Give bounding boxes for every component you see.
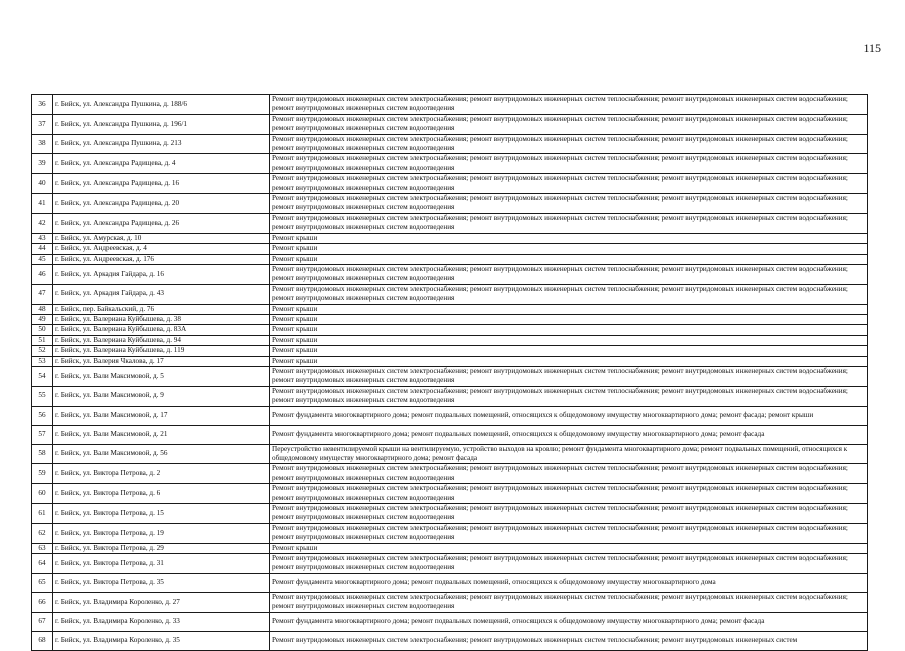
row-number: 63 [32, 543, 53, 553]
table-row [32, 264, 868, 284]
row-address: г. Бийск, ул. Виктора Петрова, д. 31 [53, 554, 270, 574]
row-address: г. Бийск, ул. Вали Максимовой, д. 17 [53, 406, 270, 425]
row-work-description: Ремонт внутридомовых инженерных систем электроснабжения; ремонт внутридомовых инженерных систем теплоснабжения; ремонт внутридомовых инженерных систем водоснабжения; ремонт внутридомовых инженерных систем водоотведения [270, 464, 868, 484]
row-address: г. Бийск, ул. Вали Максимовой, д. 21 [53, 425, 270, 444]
table-row [32, 523, 868, 543]
row-address: г. Бийск, пер. Байкальский, д. 76 [53, 304, 270, 314]
row-work-description: Ремонт фундамента многоквартирного дома; ремонт подвальных помещений, относящихся к общедомовому имуществу многоквартирного дома; ремонт фасада [270, 612, 868, 631]
row-number: 39 [32, 154, 53, 174]
row-work-description: Ремонт крыши [270, 233, 868, 243]
row-number: 65 [32, 573, 53, 592]
row-number: 43 [32, 233, 53, 243]
row-address: г. Бийск, ул. Виктора Петрова, д. 35 [53, 573, 270, 592]
row-address: г. Бийск, ул. Виктора Петрова, д. 19 [53, 523, 270, 543]
row-number: 60 [32, 484, 53, 504]
row-work-description: Ремонт внутридомовых инженерных систем электроснабжения; ремонт внутридомовых инженерных систем теплоснабжения; ремонт внутридомовых инженерных систем [270, 631, 868, 650]
row-number: 48 [32, 304, 53, 314]
row-address: г. Бийск, ул. Александра Пушкина, д. 213 [53, 134, 270, 154]
row-work-description: Ремонт фундамента многоквартирного дома; ремонт подвальных помещений, относящихся к общедомовому имуществу многоквартирного дома; ремонт фасада; ремонт крыши [270, 406, 868, 425]
row-work-description: Ремонт внутридомовых инженерных систем электроснабжения; ремонт внутридомовых инженерных систем теплоснабжения; ремонт внутридомовых инженерных систем водоснабжения; ремонт внутридомовых инженерных систем водоотведения [270, 213, 868, 233]
row-work-description: Ремонт крыши [270, 543, 868, 553]
row-number: 51 [32, 335, 53, 345]
table-row [32, 484, 868, 504]
table-row [32, 366, 868, 386]
table-row [32, 386, 868, 406]
row-number: 55 [32, 386, 53, 406]
row-number: 41 [32, 194, 53, 214]
table-row [32, 425, 868, 444]
row-address: г. Бийск, ул. Валериана Куйбышева, д. 119 [53, 346, 270, 356]
row-work-description: Ремонт внутридомовых инженерных систем электроснабжения; ремонт внутридомовых инженерных систем теплоснабжения; ремонт внутридомовых инженерных систем водоснабжения; ремонт внутридомовых инженерных систем водоотведения [270, 366, 868, 386]
row-number: 49 [32, 314, 53, 324]
row-work-description: Ремонт крыши [270, 304, 868, 314]
repair-registry-table [31, 94, 868, 651]
row-number: 38 [32, 134, 53, 154]
row-number: 68 [32, 631, 53, 650]
row-address: г. Бийск, ул. Андреевская, д. 4 [53, 244, 270, 254]
row-address: г. Бийск, ул. Александра Радищева, д. 20 [53, 194, 270, 214]
table-row [32, 254, 868, 264]
table-row [32, 95, 868, 115]
table-row [32, 346, 868, 356]
table-row [32, 314, 868, 324]
row-address: г. Бийск, ул. Вали Максимовой, д. 5 [53, 366, 270, 386]
row-address: г. Бийск, ул. Валериана Куйбышева, д. 38 [53, 314, 270, 324]
row-number: 54 [32, 366, 53, 386]
row-number: 40 [32, 174, 53, 194]
row-number: 46 [32, 264, 53, 284]
row-number: 64 [32, 554, 53, 574]
row-work-description: Ремонт внутридомовых инженерных систем электроснабжения; ремонт внутридомовых инженерных систем теплоснабжения; ремонт внутридомовых инженерных систем водоснабжения; ремонт внутридомовых инженерных систем водоотведения [270, 523, 868, 543]
page-number: 115 [863, 41, 881, 55]
row-address: г. Бийск, ул. Виктора Петрова, д. 2 [53, 464, 270, 484]
table-row [32, 154, 868, 174]
table-row [32, 356, 868, 366]
row-work-description: Ремонт внутридомовых инженерных систем электроснабжения; ремонт внутридомовых инженерных систем теплоснабжения; ремонт внутридомовых инженерных систем водоснабжения; ремонт внутридомовых инженерных систем водоотведения [270, 174, 868, 194]
row-number: 56 [32, 406, 53, 425]
table-row [32, 325, 868, 335]
table-row [32, 573, 868, 592]
row-address: г. Бийск, ул. Александра Радищева, д. 26 [53, 213, 270, 233]
row-address: г. Бийск, ул. Владимира Короленко, д. 35 [53, 631, 270, 650]
row-address: г. Бийск, ул. Александра Радищева, д. 16 [53, 174, 270, 194]
row-work-description: Ремонт крыши [270, 244, 868, 254]
row-address: г. Бийск, ул. Владимира Короленко, д. 27 [53, 592, 270, 612]
row-number: 42 [32, 213, 53, 233]
row-address: г. Бийск, ул. Александра Пушкина, д. 188/6 [53, 95, 270, 115]
table-row [32, 284, 868, 304]
row-address: г. Бийск, ул. Андреевская, д. 176 [53, 254, 270, 264]
row-address: г. Бийск, ул. Виктора Петрова, д. 29 [53, 543, 270, 553]
row-number: 44 [32, 244, 53, 254]
row-address: г. Бийск, ул. Амурская, д. 10 [53, 233, 270, 243]
row-work-description: Ремонт фундамента многоквартирного дома; ремонт подвальных помещений, относящихся к общедомовому имуществу многоквартирного дома [270, 573, 868, 592]
row-work-description: Ремонт внутридомовых инженерных систем электроснабжения; ремонт внутридомовых инженерных систем теплоснабжения; ремонт внутридомовых инженерных систем водоснабжения; ремонт внутридомовых инженерных систем водоотведения [270, 386, 868, 406]
table-row [32, 213, 868, 233]
row-number: 57 [32, 425, 53, 444]
row-number: 62 [32, 523, 53, 543]
table-row [32, 194, 868, 214]
table-row [32, 504, 868, 524]
row-work-description: Ремонт внутридомовых инженерных систем электроснабжения; ремонт внутридомовых инженерных систем теплоснабжения; ремонт внутридомовых инженерных систем водоснабжения; ремонт внутридомовых инженерных систем водоотведения [270, 154, 868, 174]
row-number: 67 [32, 612, 53, 631]
row-address: г. Бийск, ул. Александра Радищева, д. 4 [53, 154, 270, 174]
row-address: г. Бийск, ул. Виктора Петрова, д. 15 [53, 504, 270, 524]
row-number: 36 [32, 95, 53, 115]
row-address: г. Бийск, ул. Владимира Короленко, д. 33 [53, 612, 270, 631]
table-row [32, 406, 868, 425]
table-row [32, 304, 868, 314]
row-work-description: Ремонт фундамента многоквартирного дома; ремонт подвальных помещений, относящихся к общедомовому имуществу многоквартирного дома; ремонт фасада [270, 425, 868, 444]
row-work-description: Ремонт внутридомовых инженерных систем электроснабжения; ремонт внутридомовых инженерных систем теплоснабжения; ремонт внутридомовых инженерных систем водоснабжения; ремонт внутридомовых инженерных систем водоотведения [270, 284, 868, 304]
row-work-description: Ремонт внутридомовых инженерных систем электроснабжения; ремонт внутридомовых инженерных систем теплоснабжения; ремонт внутридомовых инженерных систем водоснабжения; ремонт внутридомовых инженерных систем водоотведения [270, 554, 868, 574]
row-work-description: Ремонт крыши [270, 356, 868, 366]
table-row [32, 612, 868, 631]
row-number: 59 [32, 464, 53, 484]
table-row [32, 631, 868, 650]
row-number: 52 [32, 346, 53, 356]
row-number: 58 [32, 444, 53, 464]
row-address: г. Бийск, ул. Вали Максимовой, д. 56 [53, 444, 270, 464]
row-work-description: Ремонт внутридомовых инженерных систем электроснабжения; ремонт внутридомовых инженерных систем теплоснабжения; ремонт внутридомовых инженерных систем водоснабжения; ремонт внутридомовых инженерных систем водоотведения [270, 504, 868, 524]
row-number: 50 [32, 325, 53, 335]
row-work-description: Ремонт крыши [270, 346, 868, 356]
row-work-description: Ремонт внутридомовых инженерных систем электроснабжения; ремонт внутридомовых инженерных систем теплоснабжения; ремонт внутридомовых инженерных систем водоснабжения; ремонт внутридомовых инженерных систем водоотведения [270, 95, 868, 115]
table-row [32, 174, 868, 194]
row-address: г. Бийск, ул. Вали Максимовой, д. 9 [53, 386, 270, 406]
row-work-description: Ремонт крыши [270, 325, 868, 335]
row-address: г. Бийск, ул. Александра Пушкина, д. 196/1 [53, 114, 270, 134]
row-address: г. Бийск, ул. Валериана Куйбышева, д. 83А [53, 325, 270, 335]
row-work-description: Ремонт крыши [270, 335, 868, 345]
row-number: 45 [32, 254, 53, 264]
row-number: 66 [32, 592, 53, 612]
row-number: 47 [32, 284, 53, 304]
row-work-description: Ремонт крыши [270, 314, 868, 324]
row-work-description: Ремонт внутридомовых инженерных систем электроснабжения; ремонт внутридомовых инженерных систем теплоснабжения; ремонт внутридомовых инженерных систем водоснабжения; ремонт внутридомовых инженерных систем водоотведения [270, 134, 868, 154]
row-work-description: Ремонт крыши [270, 254, 868, 264]
table-row [32, 335, 868, 345]
row-work-description: Ремонт внутридомовых инженерных систем электроснабжения; ремонт внутридомовых инженерных систем теплоснабжения; ремонт внутридомовых инженерных систем водоснабжения; ремонт внутридомовых инженерных систем водоотведения [270, 114, 868, 134]
table-row [32, 244, 868, 254]
row-work-description: Ремонт внутридомовых инженерных систем электроснабжения; ремонт внутридомовых инженерных систем теплоснабжения; ремонт внутридомовых инженерных систем водоснабжения; ремонт внутридомовых инженерных систем водоотведения [270, 592, 868, 612]
row-address: г. Бийск, ул. Аркадия Гайдара, д. 43 [53, 284, 270, 304]
table-row [32, 464, 868, 484]
row-work-description: Ремонт внутридомовых инженерных систем электроснабжения; ремонт внутридомовых инженерных систем теплоснабжения; ремонт внутридомовых инженерных систем водоснабжения; ремонт внутридомовых инженерных систем водоотведения [270, 194, 868, 214]
row-work-description: Ремонт внутридомовых инженерных систем электроснабжения; ремонт внутридомовых инженерных систем теплоснабжения; ремонт внутридомовых инженерных систем водоснабжения; ремонт внутридомовых инженерных систем водоотведения [270, 264, 868, 284]
table-row [32, 543, 868, 553]
row-address: г. Бийск, ул. Виктора Петрова, д. 6 [53, 484, 270, 504]
row-work-description: Ремонт внутридомовых инженерных систем электроснабжения; ремонт внутридомовых инженерных систем теплоснабжения; ремонт внутридомовых инженерных систем водоснабжения; ремонт внутридомовых инженерных систем водоотведения [270, 484, 868, 504]
row-work-description: Переустройство невентилируемой крыши на вентилируемую, устройство выходов на кровлю; ремонт фундамента многоквартирного дома; ремонт подвальных помещений, относящихся к общедомовому имуществу многоквартирного дома; ремонт фасада [270, 444, 868, 464]
row-address: г. Бийск, ул. Валериана Куйбышева, д. 94 [53, 335, 270, 345]
table-row [32, 134, 868, 154]
table-row [32, 233, 868, 243]
table-row [32, 444, 868, 464]
table-row [32, 592, 868, 612]
table-row [32, 114, 868, 134]
table-row [32, 554, 868, 574]
row-number: 61 [32, 504, 53, 524]
registry-body [32, 95, 868, 651]
row-number: 37 [32, 114, 53, 134]
row-address: г. Бийск, ул. Валерия Чкалова, д. 17 [53, 356, 270, 366]
row-number: 53 [32, 356, 53, 366]
row-address: г. Бийск, ул. Аркадия Гайдара, д. 16 [53, 264, 270, 284]
